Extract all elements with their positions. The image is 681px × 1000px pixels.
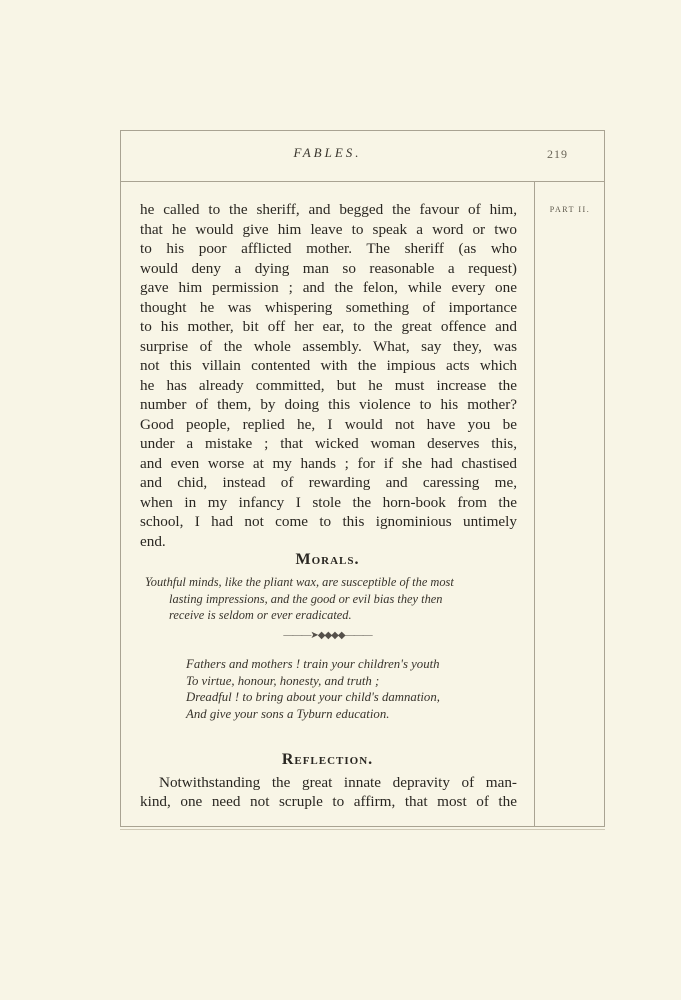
body-line: that he would give him leave to speak a word or two [140, 220, 517, 238]
margin-note: PART II. [549, 205, 591, 214]
verse-line: And give your sons a Tyburn education. [186, 706, 390, 721]
body-line: to his poor afflicted mother. The sheriff (as who [140, 240, 517, 257]
reflection-line: Notwithstanding the great innate depravity of man- [159, 774, 517, 791]
page-number: 219 [547, 147, 568, 161]
reflection-line: kind, one need not scruple to affirm, that most of the [140, 793, 517, 810]
body-line: would deny a dying man so reasonable a request) [140, 259, 517, 277]
body-line: and chid, instead of rewarding and caressing me, [140, 474, 517, 491]
body-line: Good people, replied he, I would not have you be [140, 415, 517, 433]
verse-line: Dreadful ! to bring about your child's damnation, [186, 690, 440, 704]
body-line: under a mistake ; that wicked woman deserves this, [140, 435, 517, 452]
morals-line: receive is seldom or ever eradicated. [169, 608, 352, 622]
body-line: surprise of the whole assembly. What, say they, was [140, 337, 517, 355]
body-line: when in my infancy I stole the horn-book from the [140, 493, 517, 511]
morals-heading: Morals. [295, 551, 360, 568]
verse [186, 656, 440, 722]
body-line: to his mother, bit off her ear, to the great offence and [140, 318, 517, 335]
page-frame [120, 130, 605, 827]
ornament-divider: ———➤◆◆◆◆——— [283, 630, 372, 641]
verse-line: Fathers and mothers ! train your children's youth [186, 657, 440, 671]
reflection-text [140, 773, 517, 811]
morals-line: lasting impressions, and the good or evil bias they then [169, 591, 443, 606]
body-line: end. [140, 532, 166, 550]
morals-line: Youthful minds, like the pliant wax, are susceptible of the most [145, 575, 454, 589]
body-line: he called to the sheriff, and begged the favour of him, [140, 201, 517, 218]
body-line: and even worse at my hands ; for if she had chastised [140, 454, 517, 472]
reflection-heading: Reflection. [281, 751, 374, 768]
frame-bottom-rule [120, 829, 605, 830]
morals-text [145, 574, 515, 624]
verse-line: To virtue, honour, honesty, and truth ; [186, 673, 380, 688]
body-line: he has already committed, but he must increase the [140, 376, 517, 394]
header-rule [121, 181, 604, 182]
body-line: number of them, by doing this violence to his mother? [140, 396, 517, 413]
margin-column-rule [534, 181, 535, 826]
body-line: not this villain contented with the impious acts which [140, 357, 517, 374]
body-line: school, I had not come to this ignominious untimely [140, 513, 517, 530]
body-line: gave him permission ; and the felon, while every one [140, 279, 517, 296]
body-line: thought he was whispering something of importance [140, 298, 517, 316]
body-text [140, 200, 517, 551]
running-title: FABLES. [293, 145, 362, 160]
